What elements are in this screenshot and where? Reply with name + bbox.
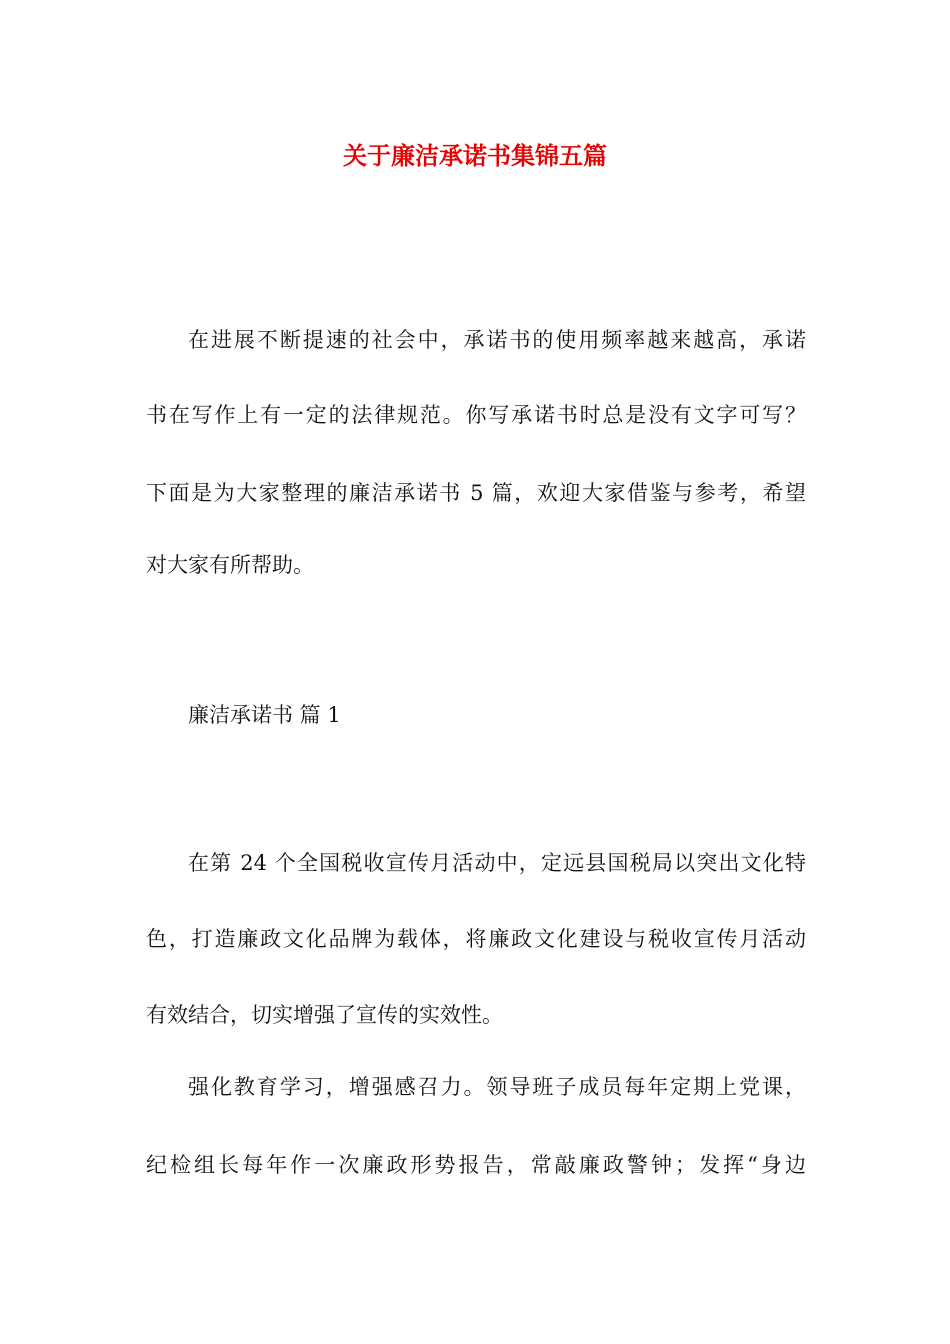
intro-line-3: 下面是为大家整理的廉洁承诺书 5 篇，欢迎大家借鉴与参考，希望 bbox=[146, 481, 806, 505]
paragraph1-line-3: 有效结合，切实增强了宣传的实效性。 bbox=[146, 1003, 503, 1027]
document-title: 关于廉洁承诺书集锦五篇 bbox=[343, 141, 607, 170]
intro-line-1: 在进展不断提速的社会中，承诺书的使用频率越来越高，承诺 bbox=[188, 328, 806, 352]
intro-line-2: 书在写作上有一定的法律规范。你写承诺书时总是没有文字可写？ bbox=[146, 403, 806, 427]
paragraph2-line-2: 纪检组长每年作一次廉政形势报告，常敲廉政警钟；发挥“身边 bbox=[146, 1153, 806, 1177]
paragraph2-line-1: 强化教育学习，增强感召力。领导班子成员每年定期上党课， bbox=[188, 1075, 806, 1099]
paragraph1-line-1: 在第 24 个全国税收宣传月活动中，定远县国税局以突出文化特 bbox=[188, 851, 806, 875]
paragraph1-line-2: 色，打造廉政文化品牌为载体，将廉政文化建设与税收宣传月活动 bbox=[146, 927, 806, 951]
intro-line-4: 对大家有所帮助。 bbox=[146, 553, 314, 577]
section-heading: 廉洁承诺书 篇 1 bbox=[188, 703, 341, 727]
